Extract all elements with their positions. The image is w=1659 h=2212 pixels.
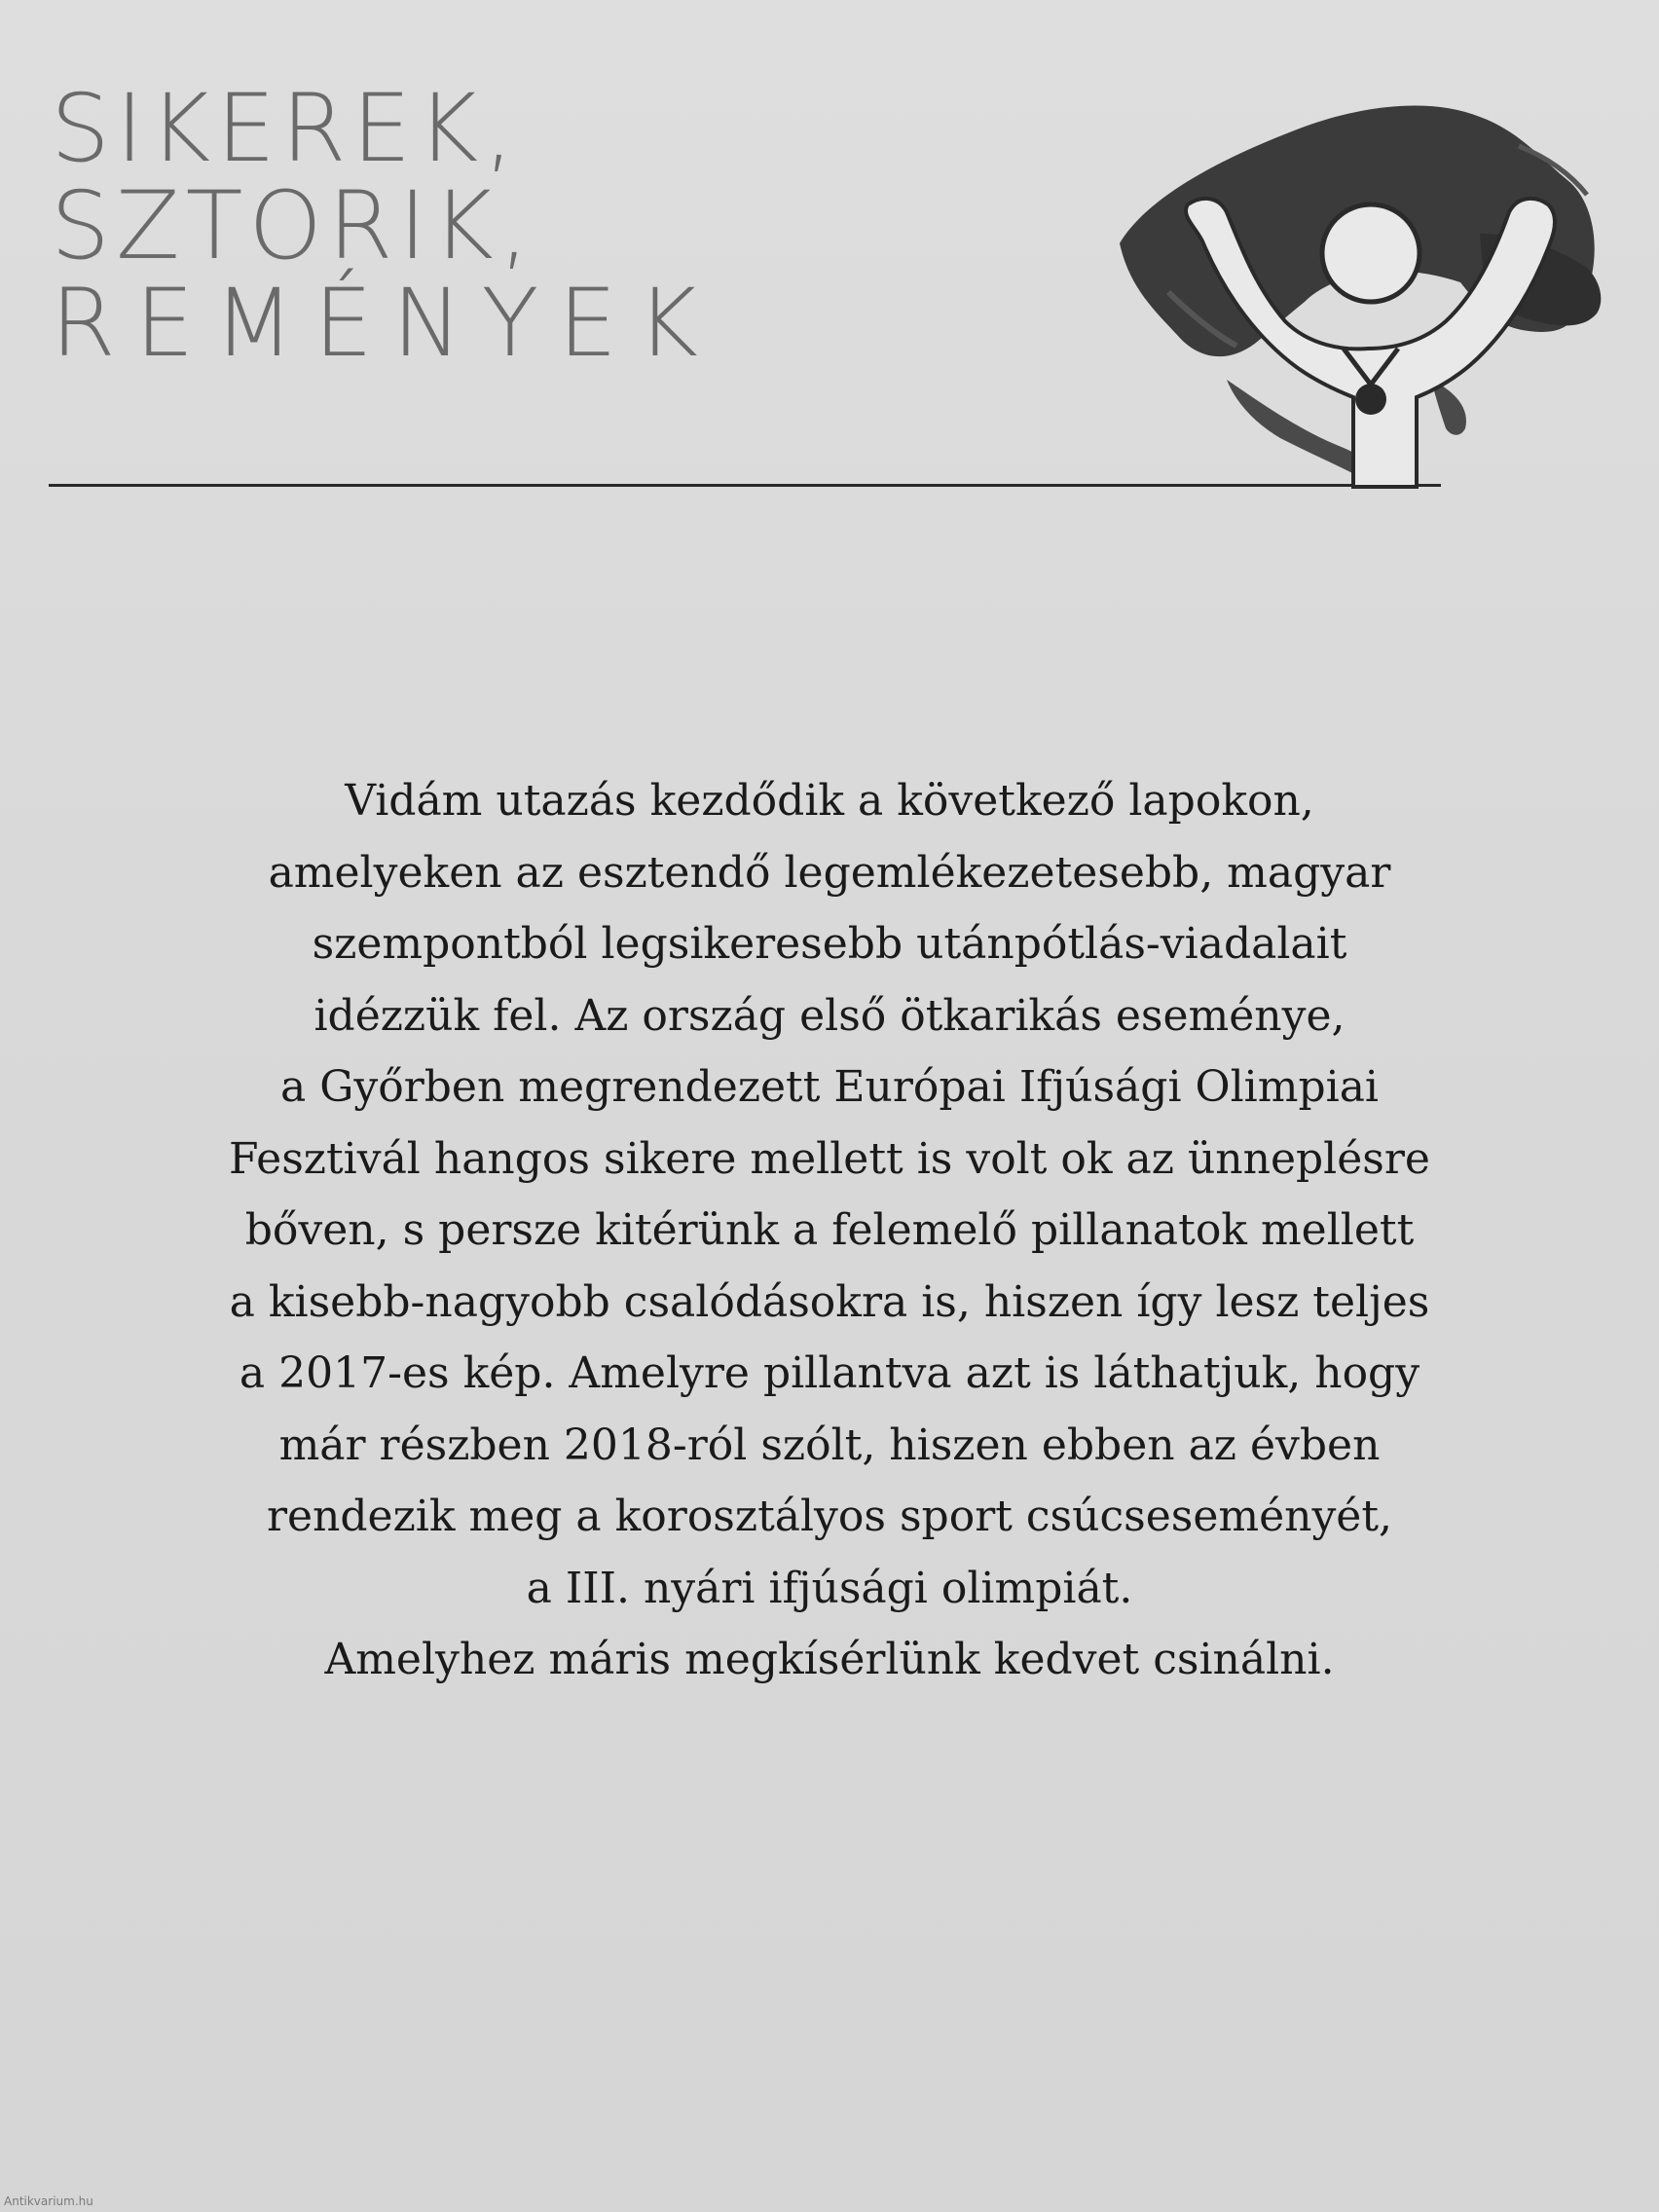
paragraph-line: a Győrben megrendezett Európai Ifjúsági Olimpiai: [280, 1062, 1379, 1112]
paragraph-line: szempontból legsikeresebb utánpótlás-viadalait: [312, 919, 1347, 969]
paragraph-line: amelyeken az esztendő legemlékezetesebb, magyar: [268, 847, 1391, 898]
paragraph-line: Amelyhez máris megkísérlünk kedvet csinálni.: [324, 1635, 1335, 1684]
intro-paragraph: [39, 765, 1620, 1696]
paragraph-line: Fesztivál hangos sikere mellett is volt ok az ünneplésre: [229, 1133, 1430, 1184]
paragraph-line: Vidám utazás kezdődik a következő lapokon,: [345, 776, 1314, 826]
chapter-title: [51, 74, 1024, 378]
paragraph-line: a 2017-es kép. Amelyre pillantva azt is láthatjuk, hogy: [239, 1348, 1420, 1398]
paragraph-line: idézzük fel. Az ország első ötkarikás eseménye,: [313, 990, 1346, 1041]
paragraph-line: bőven, s persze kitérünk a felemelő pillanatok mellett: [244, 1205, 1415, 1255]
title-line-1: SIKEREK,: [51, 74, 520, 183]
paragraph-line: rendezik meg a korosztályos sport csúcseseményét,: [266, 1492, 1393, 1541]
paragraph-line: a kisebb-nagyobb csalódásokra is, hiszen így lesz teljes: [229, 1276, 1430, 1327]
title-line-2: SZTORIK,: [51, 171, 535, 280]
title-line-3: REMÉNYEK: [51, 269, 718, 378]
athlete-with-medal-icon: [1110, 88, 1616, 506]
watermark: Antikvarium.hu: [4, 2194, 93, 2208]
paragraph-line: a III. nyári ifjúsági olimpiát.: [526, 1563, 1133, 1613]
paragraph-line: már részben 2018-ról szólt, hiszen ebben az évben: [278, 1419, 1381, 1470]
